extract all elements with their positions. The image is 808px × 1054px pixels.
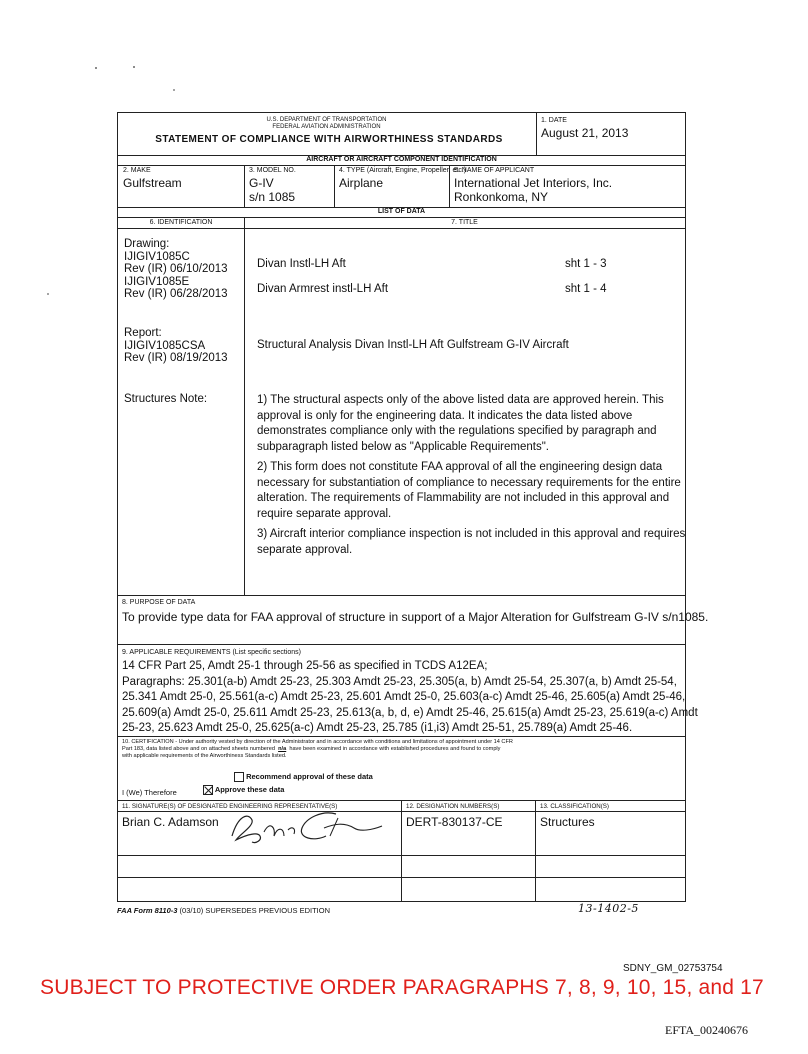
applicant-location: Ronkonkoma, NY [454, 190, 549, 204]
drawing-1-sheets: sht 1 - 3 [565, 258, 607, 270]
note1-line: subparagraph listed below as "Applicable Requirements". [257, 440, 549, 453]
certification-text [122, 739, 513, 760]
dept-text: U.S. DEPARTMENT OF TRANSPORTATION [266, 117, 387, 123]
efta-number: EFTA_00240676 [665, 1023, 749, 1037]
drawing-2-sheets: sht 1 - 4 [565, 283, 607, 295]
form-edition-note: (03/10) SUPERSEDES PREVIOUS EDITION [179, 906, 330, 915]
structures-note-1 [257, 393, 682, 455]
report-title: Structural Analysis Divan Instl-LH Aft Gulfstream G-IV Aircraft [257, 339, 569, 351]
note2-line: necessary for substantiation of compliance to necessary requirements for the entire [257, 476, 681, 489]
serial-value: s/n 1085 [249, 190, 296, 204]
signature-label: 11. SIGNATURE(S) OF DESIGNATED ENGINEERING REPRESENTATIVE(S) [122, 803, 338, 810]
applicant-label: 5. NAME OF APPLICANT [454, 167, 535, 174]
drawing-label: Drawing: [124, 238, 170, 250]
faa-form-8110-3 [117, 112, 709, 902]
drawing-1-rev: Rev (IR) 06/10/2013 [124, 263, 228, 275]
note2-line: require separate approval. [257, 507, 392, 520]
classification-label: 13. CLASSIFICATION(S) [540, 803, 609, 810]
purpose-label: 8. PURPOSE OF DATA [122, 599, 196, 606]
note3-line: 3) Aircraft interior compliance inspection is not included in this approval and requires [257, 528, 686, 540]
aircraft-section-title: AIRCRAFT OR AIRCRAFT COMPONENT IDENTIFICATION [306, 156, 497, 163]
date-value: August 21, 2013 [541, 126, 629, 140]
form-title: STATEMENT OF COMPLIANCE WITH AIRWORTHINESS STANDARDS [155, 134, 503, 145]
form-footer [117, 906, 330, 915]
certification-line: 10. CERTIFICATION - Under authority vested by direction of the Administrator and in accordance with conditions and limitations of appointment under 14 CFR [122, 739, 513, 745]
identification-label: 6. IDENTIFICATION [149, 219, 213, 226]
purpose-text: To provide type data for FAA approval of structure in support of a Major Alteration for Gulfstream G-IV s/n1085. [122, 610, 709, 624]
recommend-row [234, 772, 373, 782]
title-label: 7. TITLE [451, 219, 478, 226]
type-label: 4. TYPE (Aircraft, Engine, Propeller, etc.) [339, 167, 467, 174]
structures-note-3 [257, 527, 686, 558]
scan-speck [47, 293, 49, 295]
structures-note-label: Structures Note: [124, 393, 208, 405]
note2-line: alteration. The requirements of Flammability are not included in this approval and [257, 492, 670, 504]
report-id: IJIGIV1085CSA [124, 339, 206, 352]
make-label: 2. MAKE [123, 167, 151, 174]
approve-checkbox-checked[interactable] [203, 785, 213, 795]
structures-note-2 [257, 460, 682, 522]
approve-label: Approve these data [214, 785, 285, 794]
drawing-block [124, 238, 242, 301]
we-therefore-text: I (We) Therefore [122, 788, 177, 797]
classification-value: Structures [540, 815, 595, 829]
requirements-line: 25.341 Amdt 25-0, 25.561(a-c) Amdt 25-23, 25.601 Amdt 25-0, 25.603(a-c) Amdt 25-46, 25.605(a) Amdt 25-46, [122, 691, 686, 703]
note3-line: separate approval. [257, 543, 353, 556]
approve-row [203, 785, 284, 795]
designation-number: DERT-830137-CE [406, 815, 503, 829]
agency-text: FEDERAL AVIATION ADMINISTRATION [272, 124, 381, 130]
requirements-line: 25.609(a) Amdt 25-0, 25.611 Amdt 25-23, 25.613(a, b, d, e) Amdt 25-46, 25.615(a) Amdt 25-23, 25.619(a-c) Amdt [122, 706, 698, 719]
drawing-2-rev: Rev (IR) 06/28/2013 [124, 288, 228, 300]
bates-number: SDNY_GM_02753754 [623, 963, 723, 974]
date-label: 1. DATE [541, 117, 567, 124]
der-name: Brian C. Adamson [122, 815, 219, 829]
protective-order-stamp: SUBJECT TO PROTECTIVE ORDER PARAGRAPHS 7, 8, 9, 10, 15, and 17 [40, 976, 764, 999]
note1-line: demonstrates compliance only with the regulations specified by paragraph and [257, 425, 657, 437]
sheet-numbers: n/a [278, 746, 287, 752]
recommend-label: Recommend approval of these data [246, 772, 373, 781]
note1-line: approval is only for the engineering data. It indicates the data listed above [257, 409, 633, 422]
designation-label: 12. DESIGNATION NUMBERS(S) [406, 803, 500, 810]
note1-line: 1) The structural aspects only of the above listed data are approved herein. This [257, 394, 664, 406]
report-rev: Rev (IR) 08/19/2013 [124, 352, 228, 364]
scan-speck [95, 67, 97, 69]
type-value: Airplane [339, 176, 384, 190]
model-label: 3. MODEL NO. [249, 167, 296, 174]
requirements-line: Paragraphs: 25.301(a-b) Amdt 25-23, 25.303 Amdt 25-23, 25.305(a, b) Amdt 25-54, 25.307(a, b) Amdt 25-54, [122, 675, 677, 688]
drawing-1-title: Divan Instl-LH Aft [257, 258, 346, 270]
list-of-data-title: LIST OF DATA [377, 208, 426, 215]
applicant-value: International Jet Interiors, Inc. [454, 176, 613, 190]
model-value: G-IV [249, 176, 274, 190]
requirements-label: 9. APPLICABLE REQUIREMENTS (List specific sections) [122, 649, 301, 656]
drawing-2-title: Divan Armrest instl-LH Aft [257, 283, 389, 295]
requirements-line: 14 CFR Part 25, Amdt 25-1 through 25-56 as specified in TCDS A12EA; [122, 660, 488, 672]
report-label: Report: [124, 327, 162, 339]
certification-line: with applicable requirements of the Airworthiness Standards listed. [122, 753, 287, 759]
handwritten-number: 13-1402-5 [578, 902, 639, 915]
scan-speck [133, 66, 135, 68]
report-block [124, 327, 242, 365]
drawing-2-id: IJIGIV1085E [124, 275, 190, 288]
handwritten-signature [226, 806, 386, 848]
certification-line [122, 746, 513, 753]
recommend-checkbox[interactable] [234, 772, 244, 782]
scan-speck [173, 89, 175, 91]
make-value: Gulfstream [123, 176, 182, 190]
note2-line: 2) This form does not constitute FAA approval of all the engineering design data [257, 461, 663, 473]
certification-part: Part 183, data listed above and on attached sheets numbered [122, 746, 276, 752]
form-number: FAA Form 8110-3 [117, 906, 178, 915]
certification-part: have been examined in accordance with established procedures and found to comply [289, 746, 501, 752]
requirements-text [122, 659, 698, 737]
drawing-1-id: IJIGIV1085C [124, 250, 190, 263]
requirements-line: 25-23, 25.623 Amdt 25-0, 25.625(a-c) Amdt 25-23, 25.785 (i1,i3) Amdt 25-51, 25.789(a) Amdt 25-46. [122, 722, 633, 734]
